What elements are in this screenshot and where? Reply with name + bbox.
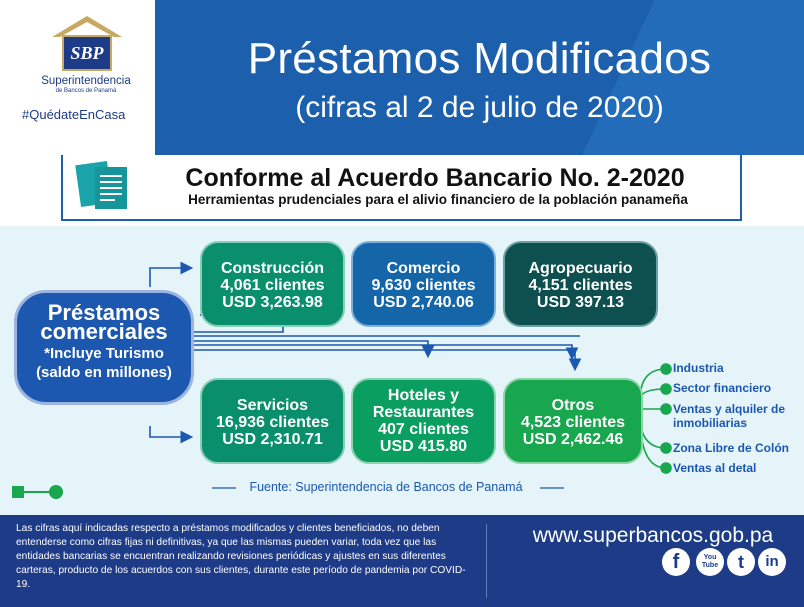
sector-amount: USD 2,740.06 bbox=[373, 294, 474, 311]
list-item: Ventas y alquiler de bbox=[673, 402, 786, 416]
sector-otros bbox=[503, 378, 643, 464]
list-item: Zona Libre de Colón bbox=[673, 441, 789, 455]
sector-name: Hoteles y bbox=[387, 387, 460, 404]
hub-unit: (saldo en millones) bbox=[36, 364, 172, 381]
sector-amount: USD 2,310.71 bbox=[222, 431, 323, 448]
twitter-icon[interactable]: t bbox=[727, 548, 755, 576]
sector-amount: USD 3,263.98 bbox=[222, 294, 323, 311]
youtube-icon[interactable]: You Tube bbox=[696, 548, 724, 576]
sector-clients: 16,936 clientes bbox=[216, 414, 329, 431]
sector-clients: 9,630 clientes bbox=[371, 277, 476, 294]
sector-amount: USD 2,462.46 bbox=[522, 431, 624, 448]
list-item: Ventas al detal bbox=[673, 461, 757, 475]
agreement-title: Conforme al Acuerdo Bancario No. 2-2020 bbox=[185, 164, 685, 192]
hub-title: Préstamos comerciales bbox=[40, 300, 168, 344]
page-title: Préstamos Modificados bbox=[247, 34, 712, 83]
logo-name: Superintendencia bbox=[41, 75, 131, 87]
sector-servicios bbox=[200, 378, 345, 464]
sector-name: Agropecuario bbox=[528, 260, 633, 277]
source-note: Fuente: Superintendencia de Bancos de Panamá bbox=[249, 480, 523, 494]
linkedin-icon[interactable]: in bbox=[758, 548, 786, 576]
sector-clients: 4,151 clientes bbox=[528, 277, 633, 294]
sector-amount: USD 397.13 bbox=[536, 294, 625, 311]
sector-clients: 4,523 clientes bbox=[520, 414, 626, 431]
sector-amount: USD 415.80 bbox=[379, 438, 468, 455]
sector-construccion bbox=[200, 241, 345, 327]
sector-comercio bbox=[351, 241, 496, 327]
decorative-node-icon bbox=[12, 485, 63, 499]
logo-subtitle: de Bancos de Panamá bbox=[55, 88, 117, 94]
agreement-subtitle: Herramientas prudenciales para el alivio financiero de la población panameña bbox=[188, 192, 688, 207]
sector-agropecuario bbox=[503, 241, 658, 327]
commercial-loans-hub bbox=[14, 290, 194, 405]
facebook-icon[interactable]: f bbox=[662, 548, 690, 576]
logo-emblem: SBP bbox=[62, 35, 112, 71]
sector-name-line2: Restaurantes bbox=[372, 404, 475, 421]
sector-name: Comercio bbox=[386, 260, 461, 277]
sector-hoteles-restaurantes bbox=[351, 378, 496, 464]
sector-name: Servicios bbox=[236, 397, 309, 414]
sector-clients: 407 clientes bbox=[378, 421, 469, 438]
hub-note: *Incluye Turismo bbox=[44, 345, 164, 362]
hashtag: #QuédateEnCasa bbox=[22, 107, 126, 122]
sector-name: Otros bbox=[551, 397, 595, 414]
website-link[interactable]: www.superbancos.gob.pa bbox=[532, 524, 774, 547]
list-item: inmobiliarias bbox=[673, 416, 748, 430]
disclaimer-text: Las cifras aquí indicadas respecto a préstamos modificados y clientes beneficiados, no deben entenderse como cifras fijas ni definitivas, ya que las mismas pueden variar, toda vez que las entidades bancarias se encuentran realizando revisiones periódicas y ajustes en sus diferentes carteras, producto de los acuerdos con sus clientes, durante este período de pandemia por COVID-19. bbox=[16, 523, 466, 590]
list-item: Industria bbox=[673, 361, 724, 375]
footer-divider bbox=[486, 524, 487, 598]
list-item: Sector financiero bbox=[673, 381, 772, 395]
page-subtitle: (cifras al 2 de julio de 2020) bbox=[295, 91, 664, 124]
sector-clients: 4,061 clientes bbox=[220, 277, 325, 294]
sector-name: Construcción bbox=[220, 260, 325, 277]
